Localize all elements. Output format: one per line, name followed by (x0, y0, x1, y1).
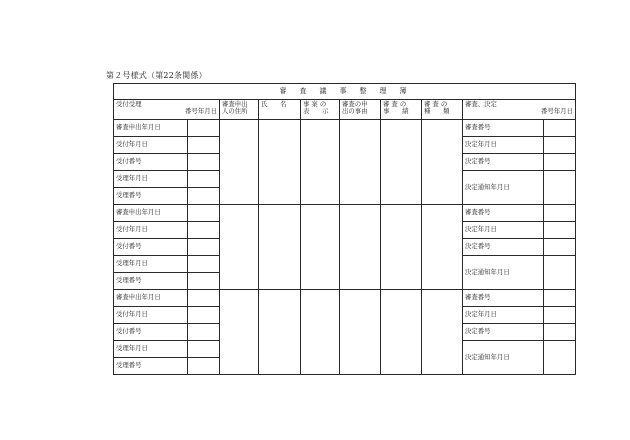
label-decision-number: 決定番号 (463, 324, 544, 341)
value-cell (188, 205, 220, 222)
header-address (220, 100, 259, 120)
reason-cell (340, 290, 381, 375)
header-progress-top: 審 査 の (383, 100, 407, 108)
label-decision-notice-date: 決定通知年月日 (463, 171, 544, 205)
header-matter-bottom: 表 示 (303, 107, 329, 116)
label-receipt-number: 受付番号 (114, 154, 188, 171)
label-decision-date: 決定年月日 (463, 222, 544, 239)
label-decision-date: 決定年月日 (463, 307, 544, 324)
label-review-number: 審査番号 (463, 205, 544, 222)
value-cell (188, 256, 220, 273)
label-decision-date: 決定年月日 (463, 137, 544, 154)
progress-cell (381, 205, 422, 290)
value-cell (188, 341, 220, 358)
address-cell (220, 205, 259, 290)
header-decision-bottom: 番号年月日 (541, 107, 573, 116)
value-cell (188, 273, 220, 290)
reason-cell (340, 205, 381, 290)
header-reason-bottom: 出の事由 (342, 107, 368, 116)
label-acceptance-number: 受理番号 (114, 358, 188, 375)
value-cell (188, 290, 220, 307)
label-receipt-number: 受付番号 (114, 239, 188, 256)
value-cell (544, 222, 576, 239)
record-1-row-1 (114, 120, 576, 137)
header-decision (463, 100, 576, 120)
label-receipt-date: 受付年月日 (114, 307, 188, 324)
value-cell (188, 239, 220, 256)
progress-cell (381, 290, 422, 375)
value-cell (188, 171, 220, 188)
header-matter (301, 100, 340, 120)
label-decision-number: 決定番号 (463, 154, 544, 171)
value-cell (188, 222, 220, 239)
record-2-row-1 (114, 205, 576, 222)
label-review-number: 審査番号 (463, 120, 544, 137)
value-cell (544, 307, 576, 324)
label-decision-notice-date: 決定通知年月日 (463, 256, 544, 290)
value-cell (544, 154, 576, 171)
value-cell (544, 205, 576, 222)
value-cell (544, 290, 576, 307)
matter-cell (301, 120, 340, 205)
name-cell (259, 290, 301, 375)
value-cell (544, 137, 576, 154)
value-cell (188, 324, 220, 341)
header-name-label: 氏 名 (261, 100, 287, 108)
label-receipt-date: 受付年月日 (114, 222, 188, 239)
form-caption: 第２号様式（第22条関係） (106, 71, 207, 80)
value-cell (544, 256, 576, 290)
label-acceptance-date: 受理年月日 (114, 341, 188, 358)
address-cell (220, 120, 259, 205)
label-review-application-date: 審査申出年月日 (114, 120, 188, 137)
title-row (114, 84, 576, 100)
value-cell (188, 154, 220, 171)
header-type-top: 審 査 の (424, 100, 448, 108)
value-cell (188, 307, 220, 324)
label-acceptance-number: 受理番号 (114, 273, 188, 290)
value-cell (544, 171, 576, 205)
label-review-number: 審査番号 (463, 290, 544, 307)
label-receipt-date: 受付年月日 (114, 137, 188, 154)
header-progress-bottom: 事 績 (383, 107, 409, 116)
review-register-table (113, 83, 576, 375)
type-cell (422, 120, 463, 205)
label-acceptance-date: 受理年月日 (114, 256, 188, 273)
name-cell (259, 120, 301, 205)
address-cell (220, 290, 259, 375)
label-receipt-number: 受付番号 (114, 324, 188, 341)
reason-cell (340, 120, 381, 205)
value-cell (544, 324, 576, 341)
label-decision-number: 決定番号 (463, 239, 544, 256)
type-cell (422, 205, 463, 290)
value-cell (544, 341, 576, 375)
record-3-row-1 (114, 290, 576, 307)
label-review-application-date: 審査申出年月日 (114, 205, 188, 222)
header-address-top: 審査申出 (222, 100, 248, 108)
header-receipt-top: 受付受理 (116, 100, 142, 108)
value-cell (188, 120, 220, 137)
header-receipt (114, 100, 220, 120)
value-cell (188, 358, 220, 375)
name-cell (259, 205, 301, 290)
value-cell (188, 137, 220, 154)
header-type-bottom: 種 類 (424, 107, 450, 116)
header-matter-top: 事 案 の (303, 100, 327, 108)
label-decision-notice-date: 決定通知年月日 (463, 341, 544, 375)
header-address-bottom: 人の住所 (222, 107, 248, 116)
type-cell (422, 290, 463, 375)
label-acceptance-date: 受理年月日 (114, 171, 188, 188)
matter-cell (301, 205, 340, 290)
value-cell (544, 120, 576, 137)
header-row (114, 100, 576, 120)
value-cell (188, 188, 220, 205)
header-reason (340, 100, 381, 120)
label-review-application-date: 審査申出年月日 (114, 290, 188, 307)
header-type (422, 100, 463, 120)
progress-cell (381, 120, 422, 205)
matter-cell (301, 290, 340, 375)
header-receipt-bottom: 番号年月日 (185, 107, 217, 116)
value-cell (544, 239, 576, 256)
label-acceptance-number: 受理番号 (114, 188, 188, 205)
register-title: 審 査 議 事 整 理 簿 (114, 84, 576, 100)
header-progress (381, 100, 422, 120)
header-decision-top: 審査、決定 (465, 100, 497, 108)
header-name (259, 100, 301, 120)
header-reason-top: 審査の申 (342, 100, 368, 108)
